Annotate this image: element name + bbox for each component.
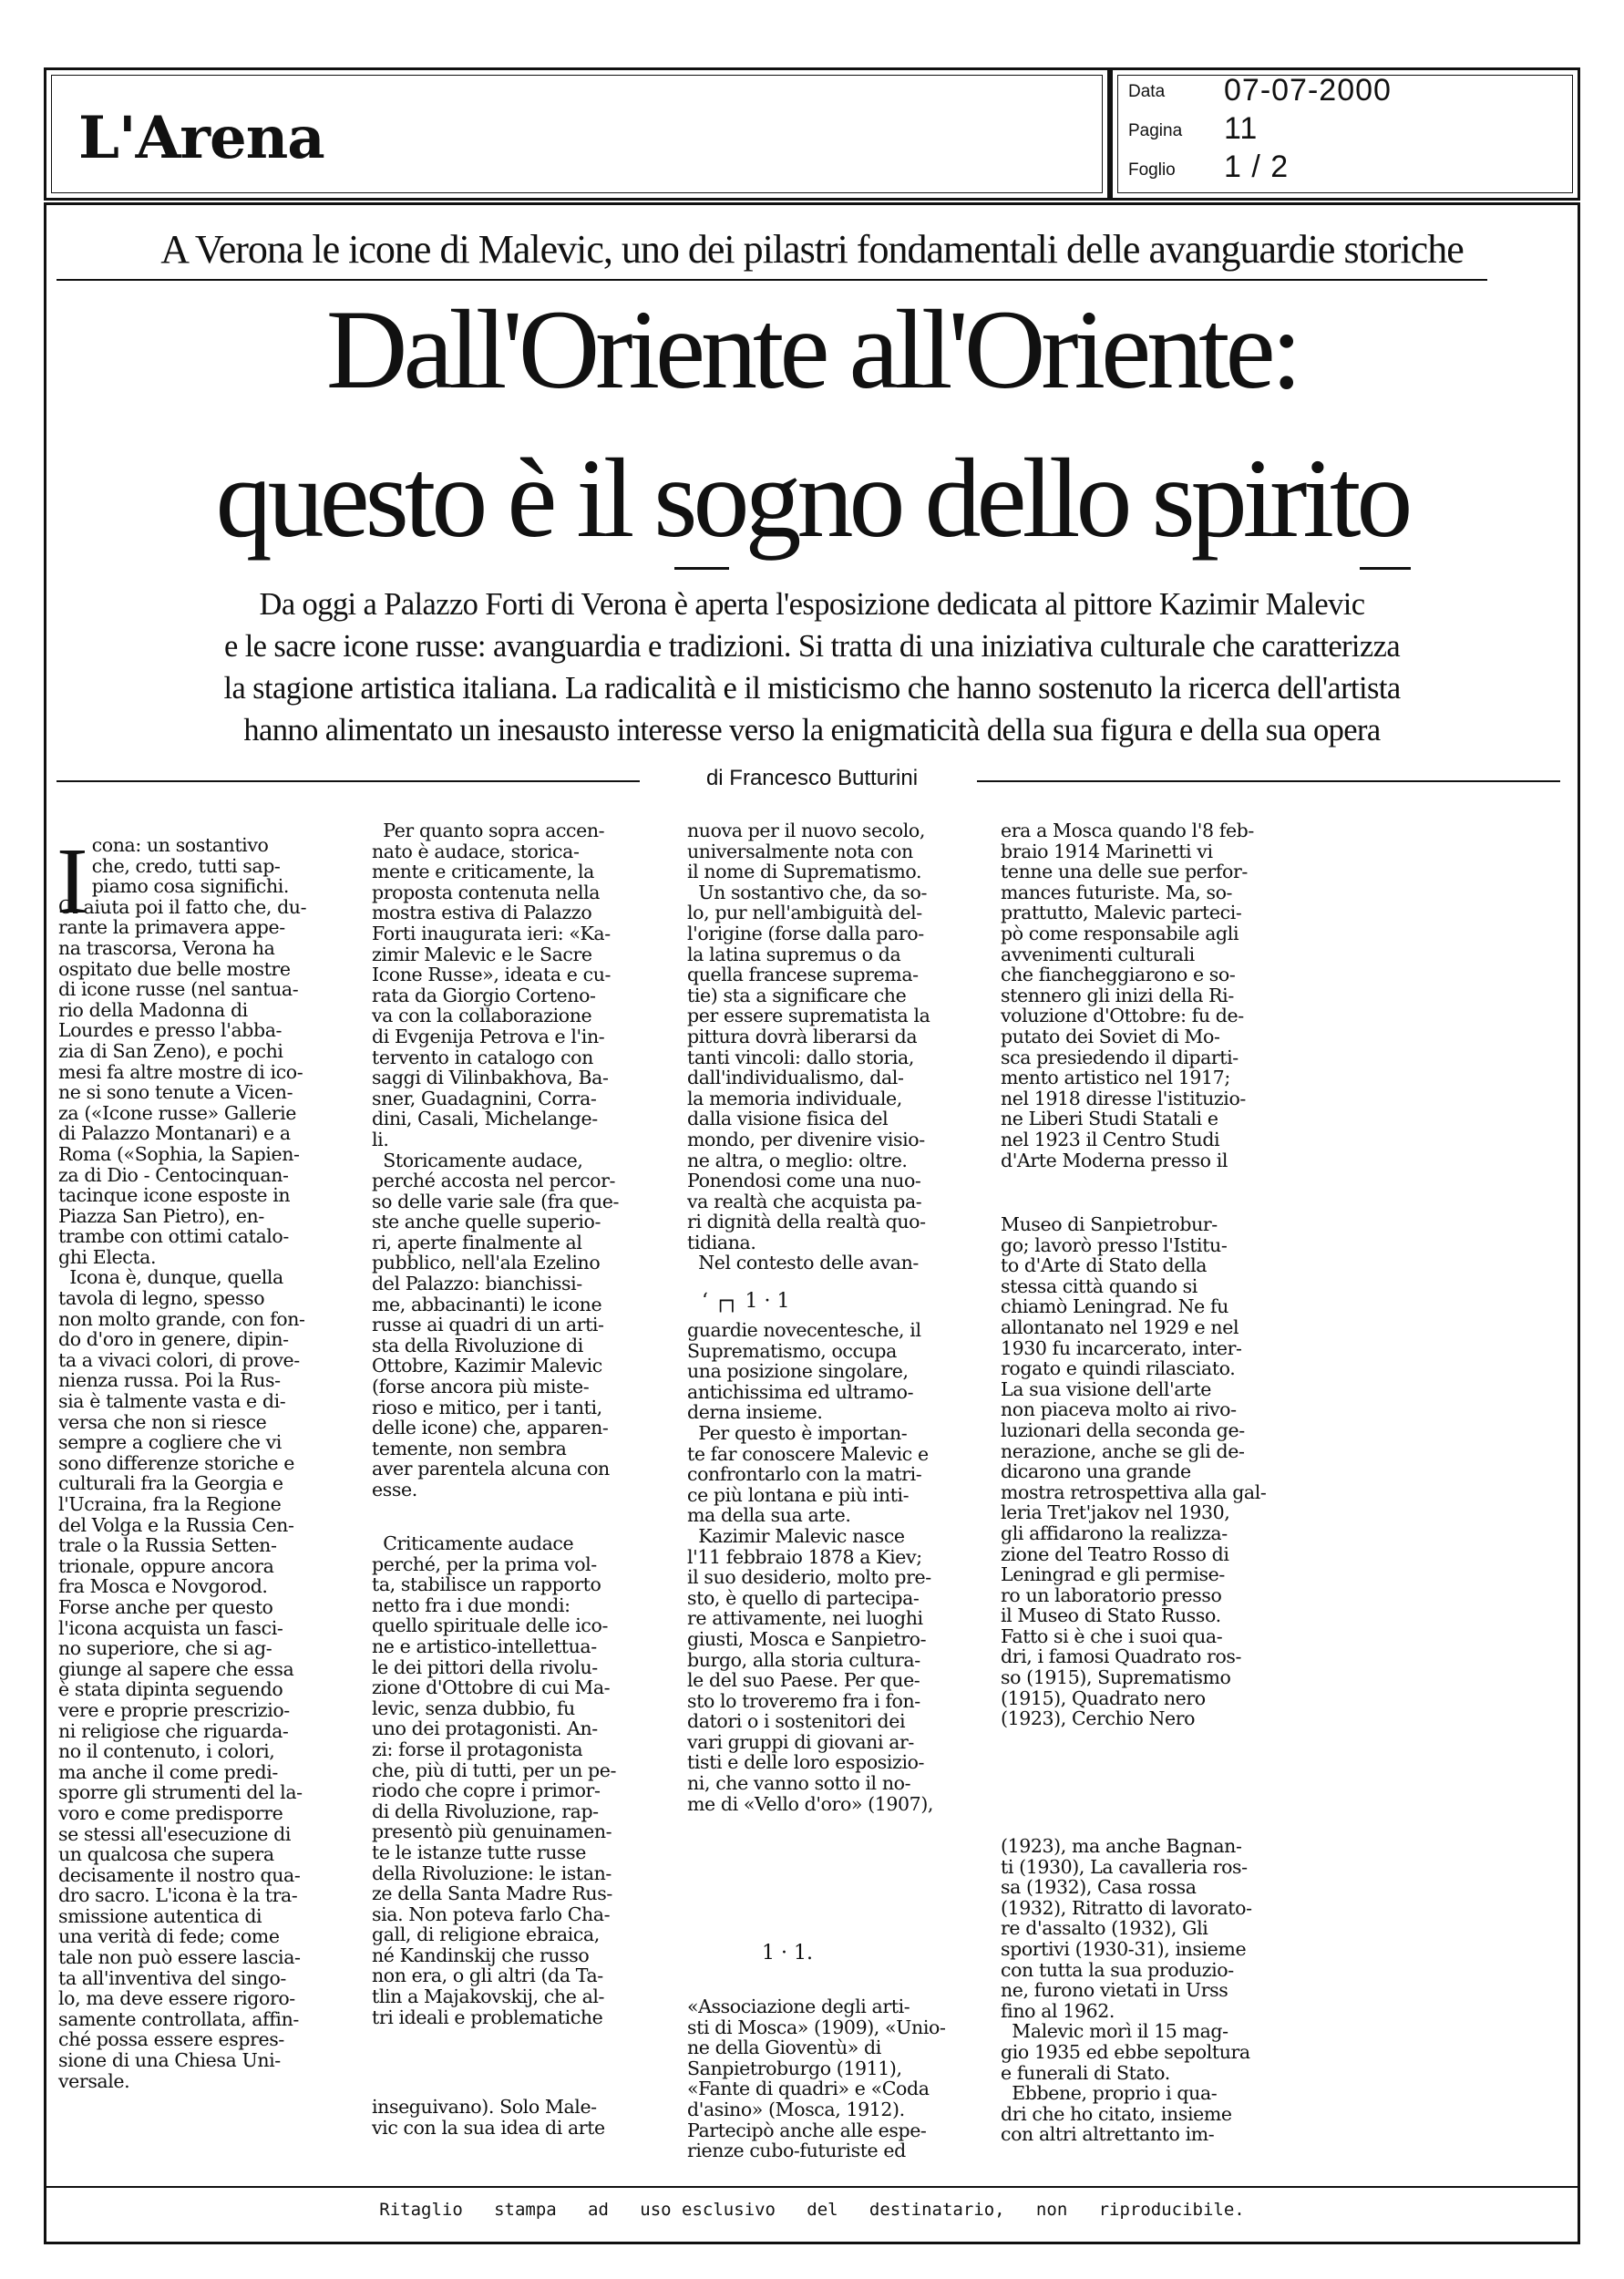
pagina-label: Pagina <box>1128 121 1183 140</box>
column-3-part-3: «Associazione degli arti- sti di Mosca» (1909), «Unio- ne della Gioventù» di Sanpietroburgo (1911), «Fante di quadri» e «Coda d'asino» (Mosca, 1912). Partecipò anche alle espe- rienze cubo-futuriste ed <box>687 1995 946 2162</box>
summary-line: hanno alimentato un inesausto interesse verso la enigmaticità della sua figura e della sua opera <box>243 713 1381 748</box>
column-2-part-1: Per quanto sopra accen- nato è audace, storica- mente e criticamente, la proposta contenuta nella mostra estiva di Palazzo Forti inaugurata ieri: «Ka- zimir Malevic e le Sacre Icone Russe», ideata e cu- rata da Giorgio Corteno- va con la collaborazione di Evgenija Petrova e l'in- tervento in catalogo con saggi di Vilinbakhova, Ba- sner, Guadagnini, Corra- dini, Casali, Michelange- li. Storicamente audace, perché accosta nel percor- so delle varie sale (fra que- ste anche quelle superio- ri, aperte finalmente al pubblico, nell'ala Ezelino del Palazzo: bianchissi- me, abbacinanti) le icone russe ai quadri di un arti- sta della Rivoluzione di Ottobre, Kazimir Malevic (forse ancora più miste- rioso e mitico, per i tanti, delle icone) che, apparen- temente, non sembra aver parentela alcuna con esse. <box>372 820 620 1500</box>
headline-line2: questo è il sogno dello spirito <box>215 436 1409 561</box>
summary-line: la stagione artistica italiana. La radicalità e il misticismo che hanno sostenuto la ricerca dell'artista <box>223 671 1401 706</box>
column-4-part-3: (1923), ma anche Bagnan- ti (1930), La cavalleria ros- sa (1932), Casa rossa (1932), Ritratto di lavorato- re d'assalto (1932), Gli sportivi (1930-31), insieme con tutta la sua produzio- ne, furono vietati in Urss fino al 1962. Malevic morì il 15 mag- gio 1935 ed ebbe sepoltura e funerali di Stato. Ebbene, proprio i qua- dri che ho citato, insieme con altri altrettanto im- <box>1001 1835 1252 2146</box>
footer-notice: Ritaglio stampa ad uso esclusivo del destinatario, non riproducibile. <box>379 2200 1245 2220</box>
kicker-rule <box>57 279 1487 281</box>
printing-artifact-2: 1 · 1. <box>762 1942 813 1964</box>
pagina-value: 11 <box>1224 111 1259 146</box>
summary-line: e le sacre icone russe: avanguardia e tradizioni. Si tratta di una iniziativa culturale che caratterizza <box>223 629 1401 664</box>
summary <box>78 583 1546 751</box>
headline-dash-2 <box>1360 567 1411 570</box>
foglio-label: Foglio <box>1128 160 1176 180</box>
column-3-part-1: nuova per il nuovo secolo, universalmente nota con il nome di Suprematismo. Un sostantivo che, da so- lo, pur nell'ambiguità del- l'origine (forse dalla paro- la latina supremus o da quella francese suprema- tie) sta a significare che per essere suprematista la pittura dovrà liberarsi da tanti vincoli: dallo storia, dall'individualismo, dal- la memoria individuale, dalla visione fisica del mondo, per divenire visio- ne altra, o meglio: oltre. Ponendosi come una nuo- va realtà che acquista pa- ri dignità della realtà quo- tidiana. Nel contesto delle avan- <box>687 820 930 1274</box>
column-4-part-1: era a Mosca quando l'8 feb- braio 1914 Marinetti vi tenne una delle sue perfor- mances futuriste. Ma, so- prattutto, Malevic parteci- pò come responsabile agli avvenimenti culturali che fiancheggiarono e so- stennero gli inizi della Ri- voluzione d'Ottobre: fu de- putato dei Soviet di Mo- sca presiedendo il diparti- mento artistico nel 1917; nel 1918 diresse l'istituzio- ne Liberi Studi Statali e nel 1923 il Centro Studi d'Arte Moderna presso il <box>1001 820 1254 1171</box>
foglio-value: 1 / 2 <box>1224 150 1290 184</box>
column-1: cona: un sostantivo che, credo, tutti sap- piamo cosa significhi. Ci aiuta poi il fatto che, du- rante la primavera appe- na trascorsa, Verona ha ospitato due belle mostre di icone russe (nel santua- rio della Madonna di Lourdes e presso l'abba- zia di San Zeno), e pochi mesi fa altre mostre di ico- ne si sono tenute a Vicen- za («Icone russe» Gallerie di Palazzo Montanari) e a Roma («Sophia, la Sapien- za di Dio - Centocinquan- tacinque icone esposte in Piazza San Pietro), en- trambe con ottimi catalo- ghi Electa. Icona è, dunque, quella tavola di legno, spesso non molto grande, con fon- do d'oro in genere, dipin- ta a vivaci colori, di prove- nienza russa. Poi la Rus- sia è talmente vasta e di- versa che non si riesce sempre a cogliere che vi sono differenze storiche e culturali fra la Georgia e l'Ucraina, fra la Regione del Volga e la Russia Cen- trale o la Russia Setten- trionale, oppure ancora fra Mosca e Novgorod. Forse anche per questo l'icona acquista un fasci- no superiore, che si ag- giunge al sapere che essa è stata dipinta seguendo vere e proprie prescrizio- ni religiose che riguarda- no il contenuto, i colori, ma anche il come predi- sporre gli strumenti del la- voro e come predisporre se stessi all'esecuzione di un qualcosa che supera decisamente il nostro qua- dro sacro. L'icona è la tra- smissione autentica di una verità di fede; come tale non può essere lascia- ta all'inventiva del singo- lo, ma deve essere rigoro- samente controllata, affin- ché possa essere espres- sione di una Chiesa Uni- versale. <box>58 834 307 2092</box>
column-4-part-2: Museo di Sanpietrobur- go; lavorò presso l'Istitu- to d'Arte di Stato della stessa città quando si chiamò Leningrad. Ne fu allontanato nel 1929 e nel 1930 fu incarcerato, inter- rogato e quindi rilasciato. La sua visione dell'arte non piaceva molto ai rivo- luzionari della seconda ge- nerazione, anche se gli de- dicarono una grande mostra retrospettiva alla gal- leria Tret'jakov nel 1930, gli affidarono la realizza- zione del Teatro Rosso di Leningrad e gli permise- ro un laboratorio presso il Museo di Stato Russo. Fatto si è che i suoi qua- dri, i famosi Quadrato ros- so (1915), Suprematismo (1915), Quadrato nero (1923), Cerchio Nero <box>1001 1213 1267 1730</box>
kicker: A Verona le icone di Malevic, uno dei pilastri fondamentali delle avanguardie storiche <box>160 227 1464 272</box>
column-2-part-2: Criticamente audace perché, per la prima vol- ta, stabilisce un rapporto netto fra i due mondi: quello spirituale delle ico- ne e artistico-intellettua- le dei pittori della rivolu- zione d'Ottobre di cui Ma- levic, senza dubbio, fu uno dei protagonisti. An- zi: forse il protagonista che, più di tutti, per un pe- riodo che copre i primor- di della Rivoluzione, rap- presentò più genuinamen- te le istanze tutte russe della Rivoluzione: le istan- ze della Santa Madre Rus- sia. Non poteva farlo Cha- gall, di religione ebraica, né Kandinskij che russo non era, o gli altri (da Ta- tlin a Majakovskij, che al- tri ideali e problematiche <box>372 1532 617 2028</box>
footer-rule <box>44 2186 1580 2188</box>
byline: di Francesco Butturini <box>705 766 919 790</box>
column-3-part-2: guardie novecentesche, il Suprematismo, occupa una posizione singolare, antichissima ed ultramo- derna insieme. Per questo è importan- te far conoscere Malevic e confrontarlo con la matri- ce più lontana e più inti- ma della sua arte. Kazimir Malevic nasce l'11 febbraio 1878 a Kiev; il suo desiderio, molto pre- sto, è quello di partecipa- re attivamente, nei luoghi giusti, Mosca e Sanpietro- burgo, alla storia cultura- le del suo Paese. Per que- sto lo troveremo fra i fon- datori o i sostenitori dei vari gruppi di giovani ar- tisti e delle loro esposizio- ni, che vanno sotto il no- me di «Vello d'oro» (1907), <box>687 1319 934 1815</box>
data-label: Data <box>1128 82 1166 101</box>
column-2-part-3: inseguivano). Solo Male- vic con la sua idea di arte <box>372 2096 605 2139</box>
summary-line: Da oggi a Palazzo Forti di Verona è aperta l'esposizione dedicata al pittore Kazimir Malevic <box>259 587 1365 622</box>
headline-dash-1 <box>674 567 729 570</box>
headline-line1: Dall'Oriente all'Oriente: <box>325 287 1299 412</box>
byline-rule-right <box>977 780 1560 782</box>
printing-artifact-1: ʻ ┌┐ 1 · 1 <box>702 1290 790 1313</box>
data-value: 07-07-2000 <box>1224 73 1392 108</box>
masthead-logo: L'Arena <box>78 104 324 172</box>
dropcap: I <box>57 829 88 933</box>
